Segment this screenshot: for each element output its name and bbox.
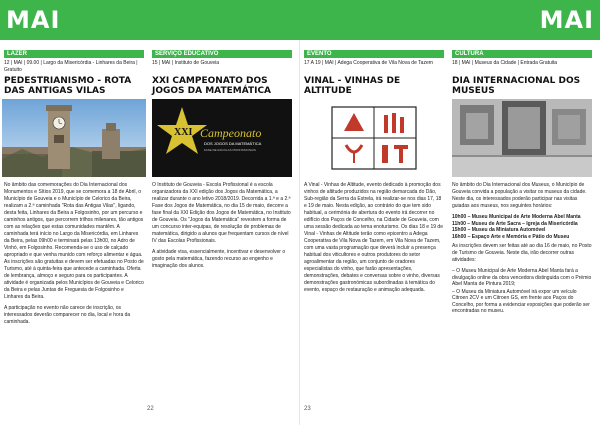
category-label: SERVIÇO EDUCATIVO <box>152 50 292 58</box>
month-title: MAI <box>539 6 594 34</box>
event-title: DIA INTERNACIONAL DOS MUSEUS <box>452 76 581 96</box>
event-title: XXI CAMPEONATO DOS JOGOS DA MATEMÁTICA <box>152 76 272 96</box>
event-paragraph: No âmbito das comemorações do Dia Internacional dos Monumentos e Sítios 2019, que se comemora a 18 de Abril, o Município de Gouveia e o Município de Celorico da Beira, realizam a 2.ª caminhada "Rota das Antigas Vilas", ligando, desta feita, Linhares da Beira a Folgosinho, por um percurso e caminhos antigos, que percorrem trilhos milenares, tão antigos com as relações que estas comunidades mantêm. A caminhada terá início no Largo da Misericórdia, em Linhares da Beira, pelas 09h00 e terminará pelas 13h00, no Adro de Vinhó, em Folgosinho. Recomenda-se o uso de calçado apropriado e que venha munido com reforço alimentar e água. As inscrições são gratuitas e devem ser efetuadas no Posto de Turismo, até à quinta-feira que antecede a caminhada. Oferta de lembrança, almoço e seguro para os participantes. A atividade é organizada pelos Municípios de Gouveia e Celorico da Beira e pelas Juntas de Freguesia de Folgosinho e Linhares da Beira. <box>4 182 144 300</box>
list-item: – O Museu Municipal de Arte Moderna Abel Manta fará a divulgação online da obra vencedora distinguida com o Prémio Abel Manta de Pintura 2019; <box>452 268 592 287</box>
event-meta: 17 A 19 | MAI | Adega Cooperativa de Vila Nova de Tazem <box>304 60 433 66</box>
category-label: EVENTO <box>304 50 444 58</box>
event-meta: 18 | MAI | Museus da Cidade | Entrada Gratuita <box>452 60 558 66</box>
month-header-bar <box>300 0 600 40</box>
vinal-logo <box>302 99 446 177</box>
event-card-pedestrianismo <box>4 50 144 98</box>
event-card-vinal <box>304 50 444 98</box>
campeonato-logo <box>152 99 292 177</box>
month-title: MAI <box>6 6 61 34</box>
vinal-logo-image <box>302 99 446 177</box>
month-header-bar <box>0 0 300 40</box>
list-item: – O Museu da Miniatura Automóvel irá expor um veículo Citroen 2CV e um Citroen GS, em frente aos Paços do Concelho, por forma a evidenciar exposições que poderão ser encontradas no museu. <box>452 288 590 314</box>
event-card-museus <box>452 50 592 98</box>
logo-title: Campeonato <box>200 126 262 140</box>
event-card-matematica <box>152 50 292 98</box>
event-description <box>4 182 144 330</box>
schedule-item: 15h00 – Museu da Miniatura Automóvel <box>452 227 546 233</box>
museum-image <box>452 99 592 177</box>
schedule-item: 10h00 – Museu Municipal de Arte Moderna Abel Manta <box>452 214 581 220</box>
schedule-item: 16h00 – Espaço Arte e Memória e Pátio do Museu <box>452 233 570 240</box>
event-meta: 15 | MAI | Instituto de Gouveia <box>152 60 220 66</box>
category-label: LAZER <box>4 50 144 58</box>
museum-photo <box>452 99 592 177</box>
event-description <box>152 182 292 274</box>
event-paragraph: A atividade visa, essencialmente, incentivar e desenvolver o gosto pela matemática, fazendo recurso ao engenho e imaginação dos alunos. <box>152 249 286 269</box>
logo-year: XXI <box>174 127 193 138</box>
clock-tower-image <box>2 99 146 177</box>
event-title: PEDESTRIANISMO - ROTA DAS ANTIGAS VILAS <box>4 76 132 96</box>
event-description <box>304 182 444 298</box>
event-meta: 12 | MAI | 09.00 | Largo da Misericórdia - Linhares da Beira | Gratuito <box>4 60 138 73</box>
event-title: VINAL - VINHAS DE ALTITUDE <box>304 76 401 96</box>
page-number: 22 <box>147 406 154 412</box>
category-label: CULTURA <box>452 50 592 58</box>
event-paragraph: A participação no evento não carece de inscrição, os interessados deverão comparecer no dia, local e hora da caminhada. <box>4 305 131 325</box>
schedule-list <box>452 214 592 240</box>
activity-list <box>452 268 592 315</box>
logo-subtitle: DOS JOGOS DA MATEMÁTICA <box>204 141 262 146</box>
event-paragraph: O Instituto de Gouveia - Escola Profissional é a escola organizadora da XXI edição dos Jogos da Matemática, a realizar durante o ano letivo 2018/2019. Decorrida a 1.ª e a 2.ª Fase dos Jogos de Matemática, no dia 15 de maio, decorre a fase final da XXI Edição dos Jogos de Matemática, no Instituto de Gouveia. Os "Jogos da Matemática" revestem a forma de um concurso inter-equipas, de resolução de problemas de matemática, dirigido a alunos que frequentam cursos de nível IV das Escolas Profissionais. <box>152 182 291 244</box>
page-number: 23 <box>304 406 311 412</box>
event-description <box>452 182 592 316</box>
event-paragraph: No âmbito do Dia Internacional dos Museus, o Município de Gouveia convida a população a visitar os museus da cidade. Neste dia, os interessados poderão participar nas visitas guiadas aos museus, nos seguintes horários: <box>452 182 587 209</box>
clock-tower-photo <box>2 99 146 177</box>
schedule-item: 11h00 – Museu de Arte Sacra – Igreja da Misericórdia <box>452 220 578 227</box>
event-paragraph: A Vinal - Vinhas de Altitude, evento dedicado à promoção dos vinhos de altitude produzidos na região demarcada do Dão, Sub-região da Serra da Estrela, irá realizar-se nos dias 17, 18 e 19 de maio. Nesta edição, ao contrário do que tem sido habitual, a cerimónia de abertura do evento irá decorrer no edifício dos Paços de Concelho, na Cidade de Gouveia, com uma sessão dedicada ao tema enoturismo. Os dias 18 e 19 de Vinal - Vinhas de Altitude terão como epicentro a Adega Cooperativa de Vila Nova de Tazem, em Vila Nova de Tazem, com uma vasta programação que deverá incluir a presença habitual dos viticultores e outros produtores do setor agroalimentar da região, um conjunto de oradores especialistas do vinho, que farão apresentações, demonstrações, debates e conversas sobre o vinho, diversas demonstrações gastronómicas subordinadas à temática do evento, espaço de restauração e animação adequada. <box>304 182 443 293</box>
event-paragraph: As inscrições devem ser feitas até ao dia 16 de maio, no Posto de Turismo de Gouveia. Neste dia, irão decorrer outras atividades: <box>452 243 592 263</box>
logo-phase: FASE DE ESCOLAS PROFISSIONAIS <box>204 148 256 152</box>
campeonato-logo-image <box>152 99 292 177</box>
page-right <box>300 0 600 425</box>
